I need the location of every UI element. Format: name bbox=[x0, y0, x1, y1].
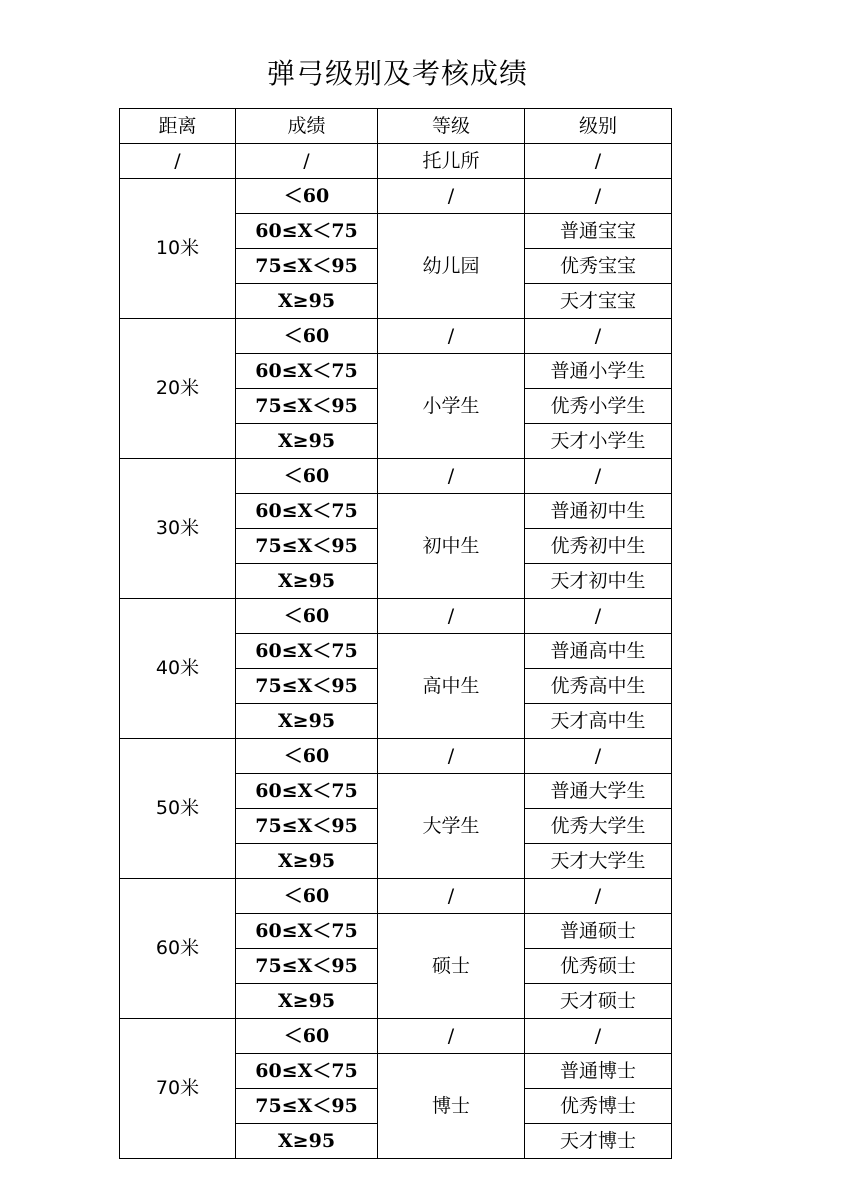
grade-cell: 博士 bbox=[378, 1054, 525, 1159]
page-title: 弹弓级别及考核成绩 bbox=[266, 57, 528, 90]
daycare-level: / bbox=[525, 144, 672, 179]
level-cell: / bbox=[525, 1019, 672, 1054]
score-cell: 60≤X＜75 bbox=[236, 914, 378, 949]
grade-cell: 初中生 bbox=[378, 494, 525, 599]
grade-cell: / bbox=[378, 1019, 525, 1054]
score-cell: 60≤X＜75 bbox=[236, 774, 378, 809]
level-cell: 普通博士 bbox=[525, 1054, 672, 1089]
daycare-distance: / bbox=[120, 144, 236, 179]
score-cell: ＜60 bbox=[236, 599, 378, 634]
distance-cell: 40米 bbox=[120, 599, 236, 739]
header-level: 级别 bbox=[525, 109, 672, 144]
level-cell: 天才宝宝 bbox=[525, 284, 672, 319]
score-cell: X≥95 bbox=[236, 284, 378, 319]
score-cell: X≥95 bbox=[236, 1124, 378, 1159]
level-cell: 普通小学生 bbox=[525, 354, 672, 389]
level-cell: 优秀硕士 bbox=[525, 949, 672, 984]
score-cell: X≥95 bbox=[236, 704, 378, 739]
level-cell: 天才博士 bbox=[525, 1124, 672, 1159]
level-cell: 普通大学生 bbox=[525, 774, 672, 809]
score-cell: 60≤X＜75 bbox=[236, 354, 378, 389]
grade-cell: 小学生 bbox=[378, 354, 525, 459]
level-cell: 普通硕士 bbox=[525, 914, 672, 949]
header-distance: 距离 bbox=[120, 109, 236, 144]
table-row bbox=[120, 739, 672, 774]
level-cell: 优秀高中生 bbox=[525, 669, 672, 704]
daycare-grade: 托儿所 bbox=[378, 144, 525, 179]
grade-cell: 高中生 bbox=[378, 634, 525, 739]
score-cell: 75≤X＜95 bbox=[236, 529, 378, 564]
score-cell: 60≤X＜75 bbox=[236, 634, 378, 669]
table-row bbox=[120, 319, 672, 354]
level-cell: 天才小学生 bbox=[525, 424, 672, 459]
level-cell: 天才初中生 bbox=[525, 564, 672, 599]
level-cell: / bbox=[525, 459, 672, 494]
level-cell: 天才硕士 bbox=[525, 984, 672, 1019]
grade-cell: 硕士 bbox=[378, 914, 525, 1019]
header-grade: 等级 bbox=[378, 109, 525, 144]
score-cell: 75≤X＜95 bbox=[236, 249, 378, 284]
distance-cell: 50米 bbox=[120, 739, 236, 879]
level-cell: 天才高中生 bbox=[525, 704, 672, 739]
table-row bbox=[120, 599, 672, 634]
score-cell: X≥95 bbox=[236, 844, 378, 879]
level-cell: / bbox=[525, 739, 672, 774]
score-cell: 75≤X＜95 bbox=[236, 809, 378, 844]
level-cell: 普通高中生 bbox=[525, 634, 672, 669]
level-cell: 优秀宝宝 bbox=[525, 249, 672, 284]
level-cell: 优秀大学生 bbox=[525, 809, 672, 844]
distance-cell: 10米 bbox=[120, 179, 236, 319]
level-cell: 普通宝宝 bbox=[525, 214, 672, 249]
score-cell: 60≤X＜75 bbox=[236, 1054, 378, 1089]
grade-cell: 幼儿园 bbox=[378, 214, 525, 319]
table-row bbox=[120, 179, 672, 214]
level-cell: 普通初中生 bbox=[525, 494, 672, 529]
score-cell: X≥95 bbox=[236, 984, 378, 1019]
grade-cell: / bbox=[378, 739, 525, 774]
level-cell: / bbox=[525, 879, 672, 914]
score-cell: 75≤X＜95 bbox=[236, 1089, 378, 1124]
table-row bbox=[120, 459, 672, 494]
level-cell: 优秀小学生 bbox=[525, 389, 672, 424]
table-row bbox=[120, 879, 672, 914]
table-row bbox=[120, 1019, 672, 1054]
score-cell: 60≤X＜75 bbox=[236, 494, 378, 529]
level-cell: 天才大学生 bbox=[525, 844, 672, 879]
score-cell: ＜60 bbox=[236, 179, 378, 214]
score-cell: 75≤X＜95 bbox=[236, 669, 378, 704]
score-cell: ＜60 bbox=[236, 879, 378, 914]
score-cell: 75≤X＜95 bbox=[236, 949, 378, 984]
header-score: 成绩 bbox=[236, 109, 378, 144]
distance-cell: 70米 bbox=[120, 1019, 236, 1159]
score-cell: X≥95 bbox=[236, 424, 378, 459]
score-cell: ＜60 bbox=[236, 319, 378, 354]
daycare-score: / bbox=[236, 144, 378, 179]
distance-cell: 60米 bbox=[120, 879, 236, 1019]
level-cell: / bbox=[525, 179, 672, 214]
level-cell: / bbox=[525, 599, 672, 634]
score-cell: ＜60 bbox=[236, 1019, 378, 1054]
distance-cell: 30米 bbox=[120, 459, 236, 599]
grade-cell: / bbox=[378, 459, 525, 494]
grade-cell: / bbox=[378, 319, 525, 354]
score-cell: ＜60 bbox=[236, 739, 378, 774]
score-cell: ＜60 bbox=[236, 459, 378, 494]
daycare-row bbox=[120, 144, 672, 179]
grade-cell: / bbox=[378, 879, 525, 914]
grade-cell: / bbox=[378, 179, 525, 214]
level-cell: 优秀博士 bbox=[525, 1089, 672, 1124]
grade-cell: / bbox=[378, 599, 525, 634]
header-row bbox=[120, 109, 672, 144]
score-cell: 60≤X＜75 bbox=[236, 214, 378, 249]
score-cell: 75≤X＜95 bbox=[236, 389, 378, 424]
score-cell: X≥95 bbox=[236, 564, 378, 599]
distance-cell: 20米 bbox=[120, 319, 236, 459]
grade-cell: 大学生 bbox=[378, 774, 525, 879]
table-body bbox=[120, 109, 672, 1159]
level-cell: / bbox=[525, 319, 672, 354]
grade-table bbox=[119, 108, 672, 1159]
level-cell: 优秀初中生 bbox=[525, 529, 672, 564]
